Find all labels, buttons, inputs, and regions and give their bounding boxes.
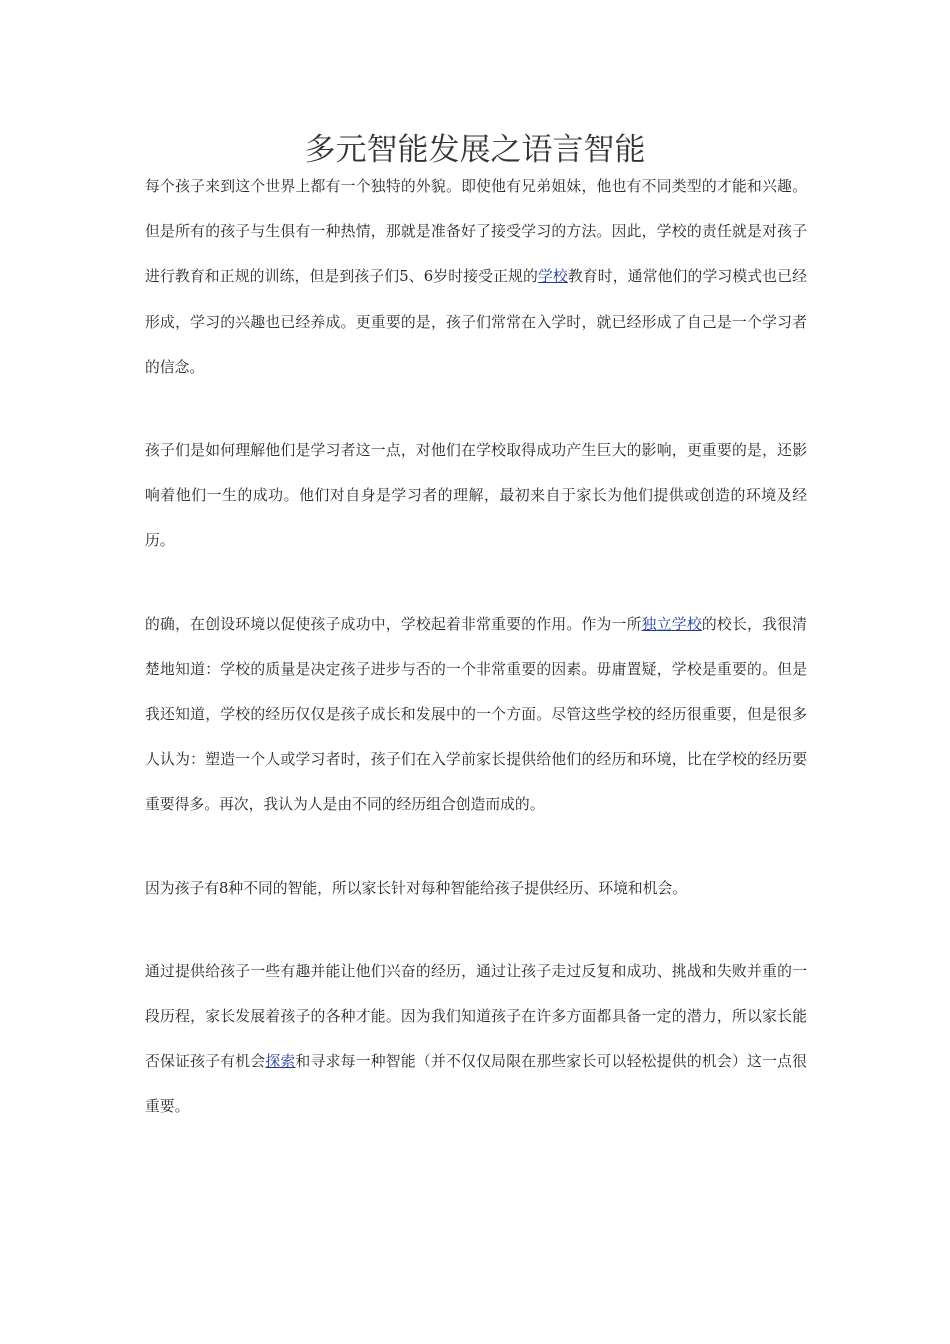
paragraph-3 xyxy=(145,602,807,828)
paragraph-4: 因为孩子有8种不同的智能，所以家长针对每种智能给孩子提供经历、环境和机会。 xyxy=(145,879,688,897)
link-explore[interactable]: 探索 xyxy=(265,1053,296,1071)
document-title: 多元智能发展之语言智能 xyxy=(304,132,646,168)
link-school[interactable]: 学校 xyxy=(537,268,568,286)
paragraph-1-text-b: 教育时，通常他们的学习模式也已经形成，学习的兴趣也已经养成。更重要的是，孩子们常常在入学时，就已经形成了自己是一个学习者的信念。 xyxy=(145,268,807,376)
paragraph-1-text-a: 每个孩子来到这个世界上都有一个独特的外貌。即使他有兄弟姐妹，他也有不同类型的才能和兴趣。但是所有的孩子与生俱有一种热情，那就是准备好了接受学习的方法。因此，学校的责任就是对孩子进行教育和正规的训练，但是到孩子们5、6岁时接受正规的 xyxy=(145,178,807,286)
paragraph-5-text-b: 和寻求每一种智能（并不仅仅局限在那些家长可以轻松提供的机会）这一点很重要。 xyxy=(145,1053,807,1116)
paragraph-spacer xyxy=(145,390,807,428)
paragraph-spacer xyxy=(145,911,807,949)
document-body xyxy=(145,164,807,1130)
paragraph-3-text-b: 的校长，我很清楚地知道：学校的质量是决定孩子进步与否的一个非常重要的因素。毋庸置疑，学校是重要的。但是我还知道，学校的经历仅仅是孩子成长和发展中的一个方面。尽管这些学校的经历很重要，但是很多人认为：塑造一个人或学习者时，孩子们在入学前家长提供给他们的经历和环境，比在学校的经历要重要得多。再次，我认为人是由不同的经历组合创造而成的。 xyxy=(145,615,807,814)
paragraph-5-text-a: 通过提供给孩子一些有趣并能让他们兴奋的经历，通过让孩子走过反复和成功、挑战和失败并重的一段历程，家长发展着孩子的各种才能。因为我们知道孩子在许多方面都具备一定的潜力，所以家长能否保证孩子有机会 xyxy=(145,962,807,1071)
paragraph-1 xyxy=(145,164,807,390)
paragraph-spacer xyxy=(145,564,807,602)
paragraph-3-text-a: 的确，在创设环境以促使孩子成功中，学校起着非常重要的作用。作为一所 xyxy=(145,615,642,633)
paragraph-5 xyxy=(145,949,807,1130)
paragraph-2: 孩子们是如何理解他们是学习者这一点，对他们在学校取得成功产生巨大的影响，更重要的是，还影响着他们一生的成功。他们对自身是学习者的理解，最初来自于家长为他们提供或创造的环境及经历。 xyxy=(145,442,807,550)
link-independent-school[interactable]: 独立学校 xyxy=(641,615,702,633)
paragraph-spacer xyxy=(145,828,807,866)
